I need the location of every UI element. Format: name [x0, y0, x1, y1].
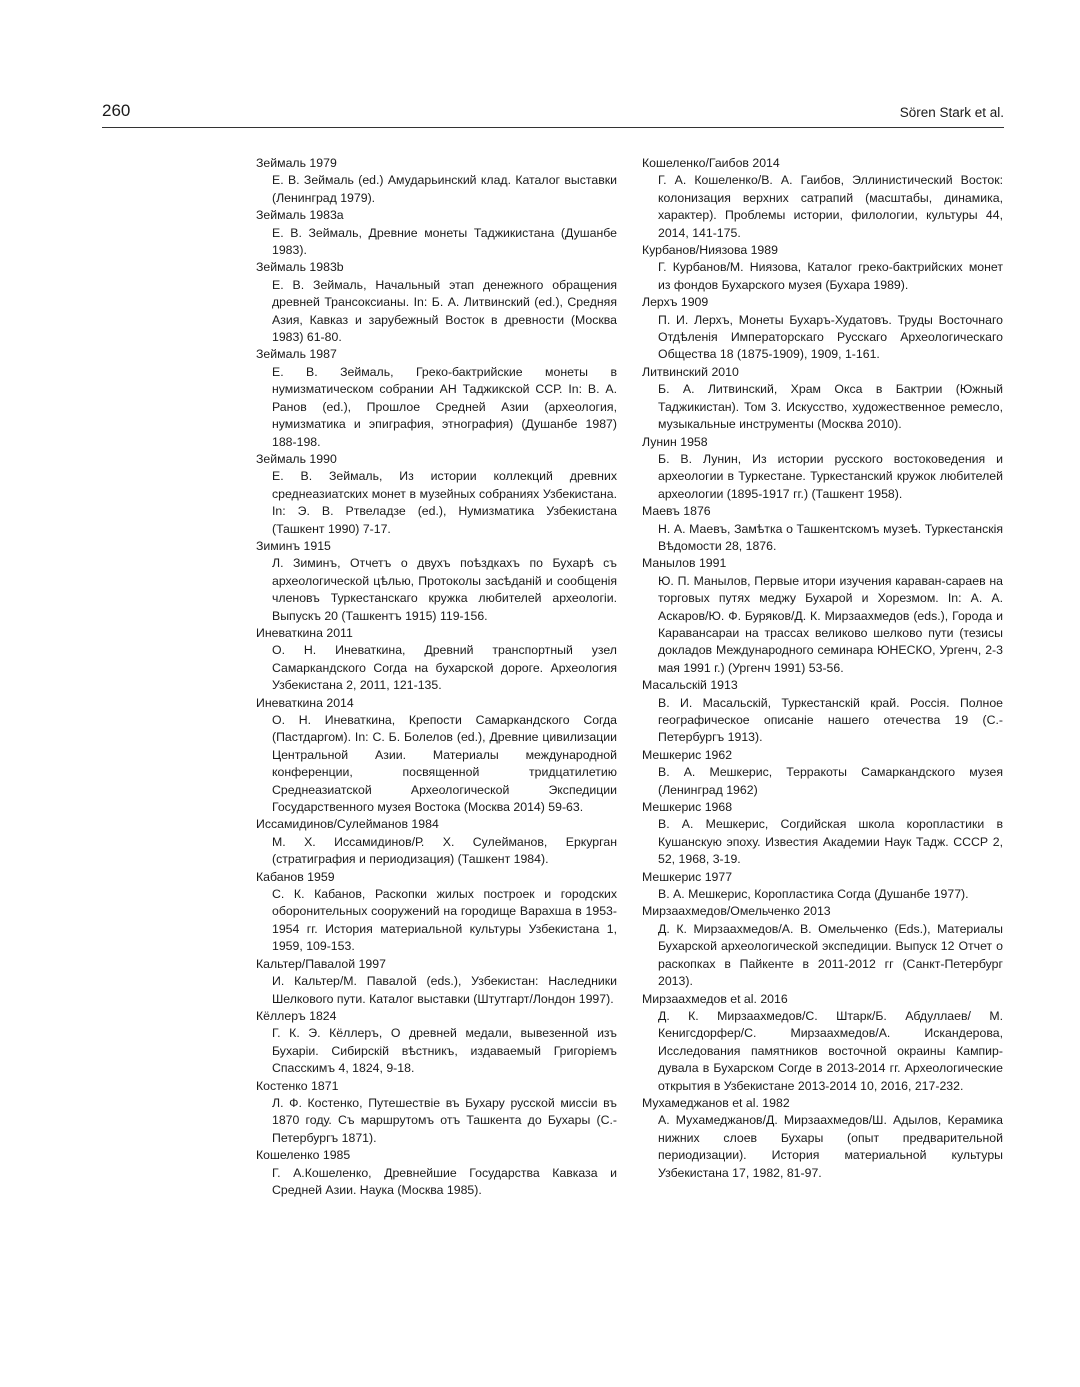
entry-key: Иневаткина 2011: [256, 625, 353, 640]
entry-key: Масальскій 1913: [642, 678, 738, 693]
entry-key: Литвинский 2010: [642, 364, 739, 379]
bibliography-entry: [256, 1008, 617, 1078]
entry-key: Иневаткина 2014: [256, 695, 354, 710]
entry-key: Мешкерис 1968: [642, 800, 733, 815]
entry-key: Кёллеръ 1824: [256, 1008, 337, 1023]
entry-key: Мешкерис 1962: [642, 747, 733, 762]
entry-citation: И. Кальтер/М. Павалой (eds.), Узбекистан: Наследники Шелкового пути. Каталог выставки (Штутгарт/Лондон 1997).: [272, 974, 617, 1006]
entry-citation: М. Х. Иссамидинов/Р. Х. Сулейманов, Еркурган (стратиграфия и периодизация) (Ташкент 1984).: [272, 834, 617, 867]
bibliography-entry: [642, 434, 1003, 504]
entry-key: Мешкерис 1977: [642, 869, 733, 884]
bibliography-entry: [642, 869, 1003, 904]
entry-key: Мирзаахмедов et al. 2016: [642, 991, 788, 1006]
bibliography-entry: [642, 294, 1003, 364]
bibliography-column-left: [256, 155, 617, 1199]
entry-key: Мухамеджанов et al. 1982: [642, 1095, 790, 1110]
entry-citation: Д. К. Мирзаахмедов/А. В. Омельченко (Eds.), Материалы Бухарской археологической экспедиции. Выпуск 12 Отчет о раскопках в Пайкенте в 2011-2012 гг (Санкт-Петербург 2013).: [658, 921, 1003, 989]
entry-key: Зеймаль 1987: [256, 347, 337, 362]
bibliography-entry: [642, 555, 1003, 677]
bibliography-entry: [256, 695, 617, 817]
running-head: Sören Stark et al.: [899, 105, 1004, 120]
entry-citation: Л. Зиминъ, Отчетъ о двухъ поѣздкахъ по Бухарѣ съ археологической цѣлью, Протоколы засѣданій и сообщенія членовъ Туркестанскаго кружка любителей археологіи. Выпускъ 20 (Ташкентъ 1915) 119-156.: [272, 556, 617, 623]
entry-citation: Г. Курбанов/М. Ниязова, Каталог греко-бактрийских монет из фондов Бухарского музея (Бухара 1989).: [658, 260, 1003, 292]
entry-key: Маевъ 1876: [642, 504, 711, 519]
entry-key: Курбанов/Ниязова 1989: [642, 243, 778, 258]
entry-citation: О. Н. Иневаткина, Крепости Самаркандского Согда (Пастдаргом). In: С. Б. Болелов (ed.), Древние цивилизации Центральной Азии. Материалы международной конференции, посвященной тридцатилетию Среднеазиатской Археологической Экспедиции Государственного музея Востока (Москва 2014) 59-63.: [272, 713, 617, 815]
entry-citation: О. Н. Иневаткина, Древний транспортный узел Самаркандского Согда на бухарской дороге. Археология Узбекистана 2, 2011, 121-135.: [272, 643, 617, 693]
entry-citation: В. А. Мешкерис, Терракоты Самаркандского музея (Ленинград 1962): [658, 765, 1003, 797]
bibliography-entry: [256, 1078, 617, 1148]
entry-citation: Л. Ф. Костенко, Путешествіе въ Бухару русской миссіи въ 1870 году. Съ маршрутомъ отъ Ташкента до Бухары (С.-Петербургъ 1871).: [272, 1095, 617, 1145]
entry-citation: В. А. Мешкерис, Согдийская школа коропластики в Кушанскую эпоху. Известия Академии Наук Тадж. СССР 2, 52, 1968, 3-19.: [658, 817, 1003, 867]
bibliography-entry: [256, 816, 617, 868]
entry-key: Зеймаль 1983b: [256, 260, 344, 275]
entry-citation: Г. А.Кошеленко, Древнейшие Государства Кавказа и Средней Азии. Наука (Москва 1985).: [272, 1165, 617, 1197]
bibliography-entry: [642, 364, 1003, 434]
entry-citation: Е. В. Зеймаль, Древние монеты Таджикистана (Душанбе 1983).: [272, 225, 617, 258]
entry-key: Зеймаль 1979: [256, 156, 337, 170]
entry-key: Кошеленко/Гаибов 2014: [642, 156, 780, 170]
bibliography-entry: [642, 503, 1003, 555]
entry-key: Зиминъ 1915: [256, 538, 331, 553]
entry-citation: П. И. Лерхъ, Монеты Бухаръ-Худатовъ. Труды Восточнаго Отдѣленія Императорскаго Русскаго Археологическаго Общества 18 (1875-1909), 1909, 1-161.: [658, 312, 1003, 362]
entry-key: Костенко 1871: [256, 1078, 339, 1093]
bibliography-entry: [642, 242, 1003, 294]
entry-citation: Е. В. Зеймаль (ed.) Амударьинский клад. Каталог выставки (Ленинград 1979).: [272, 173, 617, 205]
entry-key: Зеймаль 1983a: [256, 208, 344, 223]
entry-citation: Г. А. Кошеленко/В. А. Гаибов, Эллинистический Восток: колонизация верхних сатрапий (масштабы, динамика, характер). Проблемы истории, филологии, культуры 44, 2014, 141-175.: [658, 173, 1003, 240]
entry-citation: Г. К. Э. Кёллеръ, О древней медали, вывезенной изъ Бухаріи. Сибирскій вѣстникъ, издаваемый Григоріемъ Спасскимъ 4, 1824, 9-18.: [272, 1026, 617, 1076]
entry-citation: А. Мухамеджанов/Д. Мирзаахмедов/Ш. Адылов, Керамика нижних слоев Бухары (опыт предварительной периодизации). История материальной культуры Узбекистана 17, 1982, 81-97.: [658, 1113, 1003, 1180]
bibliography-entry: [642, 991, 1003, 1095]
bibliography-entry: [256, 155, 617, 207]
entry-citation: В. И. Масальскій, Туркестанскій край. Россія. Полное географическое описаніе нашего отечества 19 (С.-Петербургъ 1913).: [658, 695, 1003, 745]
bibliography-entry: [642, 677, 1003, 747]
entry-key: Кошеленко 1985: [256, 1148, 351, 1163]
bibliography-entry: [642, 155, 1003, 242]
entry-key: Кальтер/Павалой 1997: [256, 956, 386, 971]
bibliography-entry: [256, 538, 617, 625]
bibliography-entry: [642, 747, 1003, 799]
entry-citation: В. А. Мешкерис, Коропластика Согда (Душанбе 1977).: [658, 887, 969, 902]
entry-citation: С. К. Кабанов, Раскопки жилых построек и городских оборонительных сооружений на городище Варахша в 1953-1954 гг. История материальной культуры Узбекистана 1, 1959, 109-153.: [272, 887, 617, 954]
entry-citation: Е. В. Зеймаль, Из истории коллекций древних среднеазиатских монет в музейных собраниях Узбекистана. In: Э. В. Ртвеладзе (ed.), Нумизматика Узбекистана (Ташкент 1990) 7-17.: [272, 469, 617, 536]
entry-key: Мирзаахмедов/Омельченко 2013: [642, 904, 831, 919]
bibliography-entry: [642, 799, 1003, 869]
bibliography-entry: [256, 1147, 617, 1199]
entry-key: Лерхъ 1909: [642, 295, 709, 310]
bibliography-entry: [256, 346, 617, 450]
entry-citation: Н. А. Маевъ, Замѣтка о Ташкентскомъ музеѣ. Туркестанскія Вѣдомости 28, 1876.: [658, 521, 1003, 553]
bibliography-entry: [256, 956, 617, 1008]
bibliography-entry: [642, 903, 1003, 990]
entry-citation: Е. В. Зеймаль, Начальный этап денежного обращения древней Трансоксианы. In: Б. А. Литвинский (ed.), Средняя Азия, Кавказ и зарубежный Восток в древности (Москва 1983) 61-80.: [272, 277, 617, 345]
entry-key: Манылов 1991: [642, 556, 727, 571]
bibliography-column-right: [642, 155, 1003, 1182]
bibliography-entry: [256, 259, 617, 346]
entry-key: Лунин 1958: [642, 434, 708, 449]
entry-citation: Е. В. Зеймаль, Греко-бактрийские монеты в нумизматическом собрании АН Таджикской ССР. In: В. А. Ранов (ed.), Прошлое Средней Азии (археология, нумизматика и эпиграфия, этнография) (Душанбе 1987) 188-198.: [272, 364, 617, 449]
entry-key: Кабанов 1959: [256, 869, 335, 884]
page-number: 260: [102, 101, 131, 120]
bibliography-entry: [256, 207, 617, 259]
bibliography-entry: [256, 625, 617, 695]
bibliography-entry: [642, 1095, 1003, 1182]
entry-citation: Д. К. Мирзаахмедов/С. Штарк/Б. Абдуллаев/ М. Кенигсдорфер/С. Мирзаахмедов/А. Искандерова, Исследования памятников восточной окраины Кампир-дувала в Бухарском Согде в 2013-2014 гг. Археологические открытия в Узбекистане 2013-2014 10, 2016, 217-232.: [658, 1008, 1003, 1093]
entry-citation: Б. А. Литвинский, Храм Окса в Бактрии (Южный Таджикистан). Том 3. Искусство, художественное ремесло, музыкальные инструменты (Москва 2010).: [658, 382, 1003, 432]
entry-citation: Б. В. Лунин, Из истории русского востоковедения и археологии в Туркестане. Туркестанский кружок любителей археологии (1895-1917 гг.) (Ташкент 1958).: [658, 451, 1003, 501]
entry-citation: Ю. П. Манылов, Первые итори изучения караван-сараев на торговых путях меджу Бухарой и Хорезмом. In: А. А. Аскаров/Ю. Ф. Буряков/Д. К. Мирзаахмедов (eds.), Города и Каравансараи на трассах великово шелково пути (тезисы докладов Международного семинара ЮНЕСКО, Ургенч, 2-3 мая 1991 г.) (Ургенч 1991) 53-56.: [658, 573, 1003, 675]
page-header: [102, 101, 1004, 128]
bibliography-entry: [256, 451, 617, 538]
bibliography-entry: [256, 869, 617, 956]
entry-key: Зеймаль 1990: [256, 451, 337, 466]
entry-key: Иссамидинов/Сулейманов 1984: [256, 817, 439, 832]
